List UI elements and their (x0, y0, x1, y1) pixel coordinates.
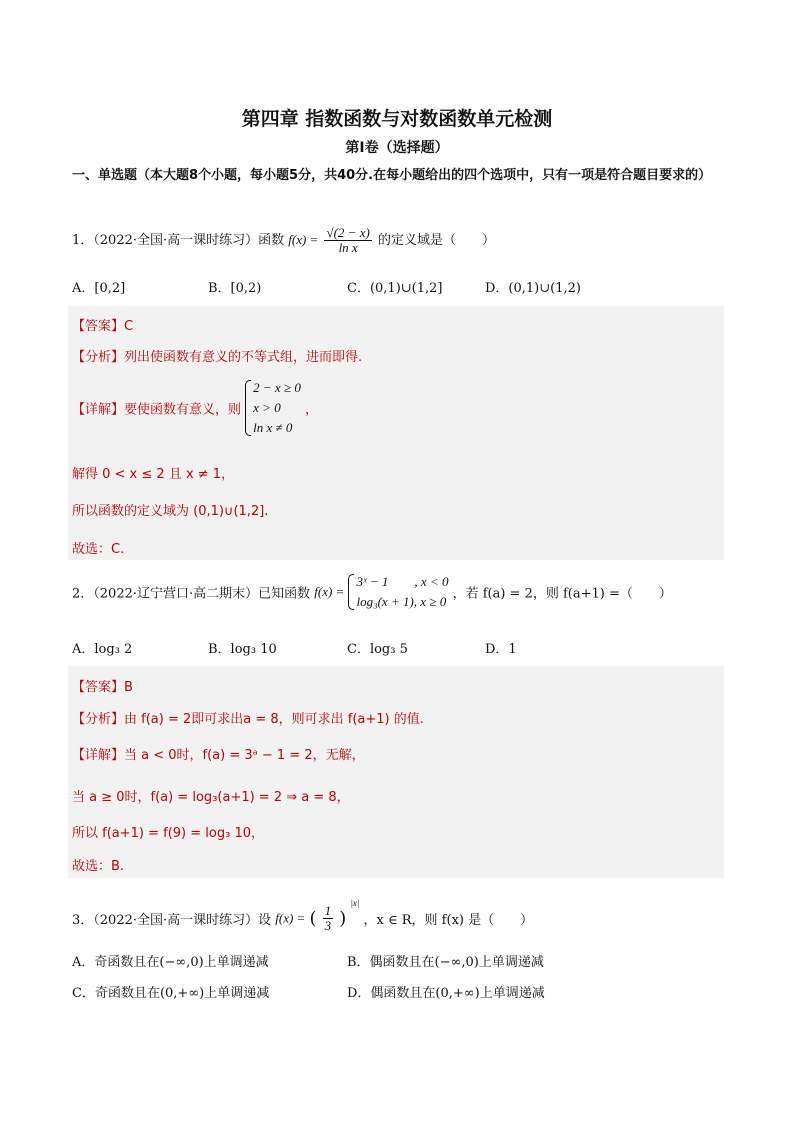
question-2-suffix: ，若 f(a) = 2，则 f(a+1) =（ ） (452, 586, 672, 602)
right-paren: ) (339, 908, 347, 929)
q3-option-a: A．奇函数且在(−∞,0)上单调递减 (72, 955, 269, 970)
q3-option-b: B．偶函数且在(−∞,0)上单调递减 (347, 955, 544, 970)
question-2-prefix: 2．（2022·辽宁营口·高二期末）已知函数 (72, 586, 311, 602)
page-title: 第四章 指数函数与对数函数单元检测 (241, 108, 553, 130)
q3-option-d: D．偶函数且在(0,+∞)上单调递减 (347, 986, 545, 1001)
q1-option-a: A．[0,2] (72, 281, 126, 296)
q1-answer: 【答案】C (72, 319, 134, 334)
left-paren: ( (309, 908, 317, 929)
part-subtitle: 第Ⅰ卷（选择题） (345, 140, 449, 156)
q1-choice: 故选：C. (72, 542, 125, 557)
q2-detail-2: 当 a ≥ 0时，f(a) = log₃(a+1) = 2 ⇒ a = 8， (72, 790, 350, 805)
q1-detail-prefix: 【详解】要使函数有意义，则 (72, 402, 242, 418)
question-2-piecewise (348, 572, 448, 612)
question-1-fraction (324, 226, 371, 255)
q1-option-b: B．[0,2) (208, 281, 262, 296)
q1-system-line-2: x > 0 (253, 400, 281, 415)
q1-option-c: C．(0,1)∪(1,2] (347, 281, 443, 296)
question-2-func: f(x) = (314, 584, 345, 599)
question-1-suffix: 的定义域是（ ） (377, 233, 495, 248)
q2-answer: 【答案】B (72, 680, 133, 695)
question-1-denominator: ln x (338, 240, 358, 255)
q1-inequality-system (245, 378, 301, 438)
q3-option-c: C．奇函数且在(0,+∞)上单调递减 (72, 986, 270, 1001)
q2-option-d: D．1 (485, 642, 517, 657)
question-1-numerator: √(2 − x) (326, 225, 370, 240)
q2-detail-3: 所以 f(a+1) = f(9) = log₃ 10， (72, 826, 264, 841)
q1-domain-line: 所以函数的定义域为 (0,1)∪(1,2]. (72, 504, 269, 519)
question-3-exponent: |x| (350, 898, 360, 908)
q2-piece-2: log₃(x + 1), x ≥ 0 (356, 594, 447, 609)
question-3-base-fraction (323, 904, 334, 933)
q1-system-line-3: ln x ≠ 0 (253, 420, 293, 435)
question-3-prefix: 3．（2022·全国·高一课时练习）设 (72, 913, 272, 928)
q2-analysis: 【分析】由 f(a) = 2即可求出a = 8，则可求出 f(a+1) 的值. (72, 712, 424, 727)
question-2-stem (72, 572, 672, 612)
question-1-stem (72, 226, 495, 255)
q2-piece-1: 3ˣ − 1 , x < 0 (356, 574, 449, 589)
question-1-prefix: 1．（2022·全国·高一课时练习）函数 (72, 233, 285, 248)
q2-solution-box (68, 666, 724, 878)
q2-option-a: A．log₃ 2 (72, 642, 133, 657)
q1-system-line-1: 2 − x ≥ 0 (253, 380, 301, 395)
question-3-func: f(x) = (275, 910, 306, 926)
question-3-base-den: 3 (324, 918, 332, 933)
question-1-func: f(x) = (288, 232, 319, 247)
q2-option-c: C．log₃ 5 (347, 642, 408, 657)
question-3-stem (72, 898, 533, 933)
q2-detail-1: 【详解】当 a < 0时，f(a) = 3ᵃ − 1 = 2，无解， (72, 748, 365, 763)
q1-option-d: D．(0,1)∪(1,2) (485, 281, 581, 296)
q2-option-b: B．log₃ 10 (208, 642, 277, 657)
q1-detail (72, 378, 318, 438)
q1-solve-line: 解得 0 < x ≤ 2 且 x ≠ 1， (72, 467, 235, 482)
question-3-suffix: ，x ∈ R，则 f(x) 是（ ） (363, 913, 534, 928)
q1-detail-suffix: ， (304, 402, 318, 418)
q1-analysis: 【分析】列出使函数有意义的不等式组，进而即得. (72, 350, 363, 365)
question-3-base-num: 1 (324, 903, 332, 918)
section-header: 一、单选题（本大题8个小题，每小题5分，共40分.在每小题给出的四个选项中，只有一项是符合题目要求的） (72, 168, 712, 183)
q2-choice: 故选：B. (72, 859, 125, 874)
